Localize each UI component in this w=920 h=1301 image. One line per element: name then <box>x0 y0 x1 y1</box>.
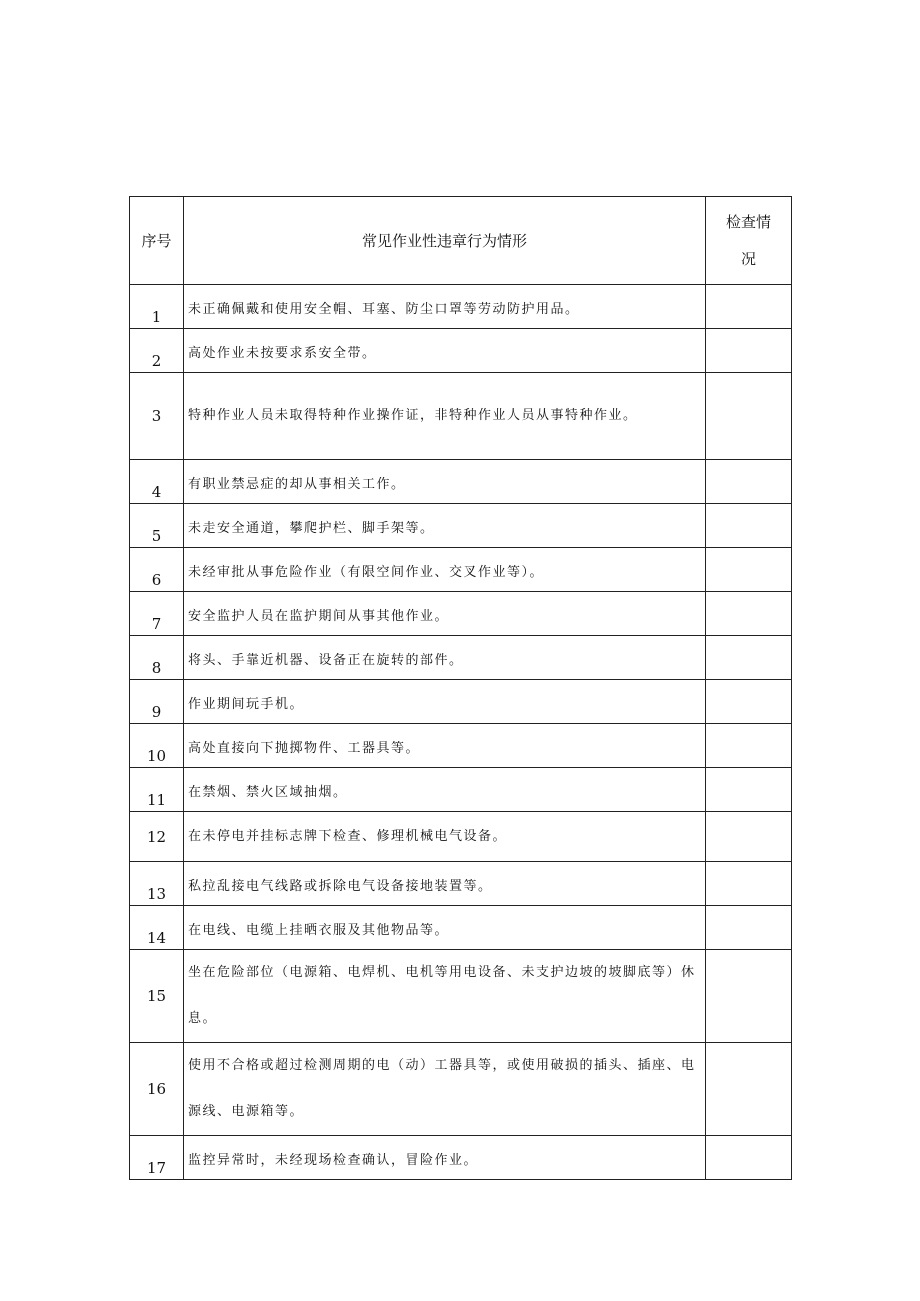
table-row <box>130 460 792 504</box>
check-cell[interactable] <box>706 329 792 373</box>
row-text: 未经审批从事危险作业（有限空间作业、交叉作业等）。 <box>184 548 706 592</box>
row-text: 特种作业人员未取得特种作业操作证，非特种作业人员从事特种作业。 <box>184 373 706 460</box>
check-cell[interactable] <box>706 1136 792 1180</box>
check-cell[interactable] <box>706 768 792 812</box>
row-text: 监控异常时，未经现场检查确认，冒险作业。 <box>184 1136 706 1180</box>
header-row <box>130 197 792 285</box>
row-text: 未正确佩戴和使用安全帽、耳塞、防尘口罩等劳动防护用品。 <box>184 285 706 329</box>
row-num: 8 <box>130 636 184 680</box>
row-text: 将头、手靠近机器、设备正在旋转的部件。 <box>184 636 706 680</box>
table-row <box>130 636 792 680</box>
row-num: 13 <box>130 862 184 906</box>
table-row <box>130 768 792 812</box>
check-cell[interactable] <box>706 724 792 768</box>
row-num: 17 <box>130 1136 184 1180</box>
table-row <box>130 285 792 329</box>
row-num: 1 <box>130 285 184 329</box>
table-row <box>130 950 792 1043</box>
row-text: 在电线、电缆上挂晒衣服及其他物品等。 <box>184 906 706 950</box>
header-check <box>706 197 792 285</box>
row-num: 16 <box>130 1043 184 1136</box>
check-cell[interactable] <box>706 906 792 950</box>
table-row <box>130 812 792 862</box>
header-check-text: 检查情况 <box>725 212 771 268</box>
check-cell[interactable] <box>706 504 792 548</box>
check-cell[interactable] <box>706 1043 792 1136</box>
row-text: 有职业禁忌症的却从事相关工作。 <box>184 460 706 504</box>
check-cell[interactable] <box>706 592 792 636</box>
row-text: 高处作业未按要求系安全带。 <box>184 329 706 373</box>
row-num: 3 <box>130 373 184 460</box>
row-num: 5 <box>130 504 184 548</box>
row-text: 高处直接向下抛掷物件、工器具等。 <box>184 724 706 768</box>
table-row <box>130 1136 792 1180</box>
check-cell[interactable] <box>706 812 792 862</box>
row-num: 11 <box>130 768 184 812</box>
check-cell[interactable] <box>706 285 792 329</box>
row-num: 10 <box>130 724 184 768</box>
check-cell[interactable] <box>706 373 792 460</box>
table-row <box>130 680 792 724</box>
row-num: 14 <box>130 906 184 950</box>
row-text: 在未停电并挂标志牌下检查、修理机械电气设备。 <box>184 812 706 862</box>
row-text: 作业期间玩手机。 <box>184 680 706 724</box>
table-row <box>130 724 792 768</box>
table-row <box>130 906 792 950</box>
row-text: 安全监护人员在监护期间从事其他作业。 <box>184 592 706 636</box>
check-cell[interactable] <box>706 862 792 906</box>
row-num: 12 <box>130 812 184 862</box>
table-row <box>130 592 792 636</box>
row-num: 9 <box>130 680 184 724</box>
table-row <box>130 373 792 460</box>
row-num: 7 <box>130 592 184 636</box>
table-row <box>130 329 792 373</box>
check-cell[interactable] <box>706 460 792 504</box>
check-cell[interactable] <box>706 680 792 724</box>
row-text: 未走安全通道，攀爬护栏、脚手架等。 <box>184 504 706 548</box>
table-row <box>130 548 792 592</box>
check-cell[interactable] <box>706 548 792 592</box>
header-seq: 序号 <box>130 197 184 285</box>
row-text: 使用不合格或超过检测周期的电（动）工器具等，或使用破损的插头、插座、电源线、电源箱等。 <box>184 1043 706 1136</box>
row-num: 15 <box>130 950 184 1043</box>
row-num: 4 <box>130 460 184 504</box>
table-row <box>130 862 792 906</box>
row-text: 在禁烟、禁火区域抽烟。 <box>184 768 706 812</box>
violation-check-table <box>129 196 792 1180</box>
row-num: 6 <box>130 548 184 592</box>
row-text: 坐在危险部位（电源箱、电焊机、电机等用电设备、未支护边坡的坡脚底等）休息。 <box>184 950 706 1043</box>
table-row <box>130 1043 792 1136</box>
check-cell[interactable] <box>706 636 792 680</box>
check-cell[interactable] <box>706 950 792 1043</box>
table-row <box>130 504 792 548</box>
header-situation: 常见作业性违章行为情形 <box>184 197 706 285</box>
row-num: 2 <box>130 329 184 373</box>
row-text: 私拉乱接电气线路或拆除电气设备接地装置等。 <box>184 862 706 906</box>
